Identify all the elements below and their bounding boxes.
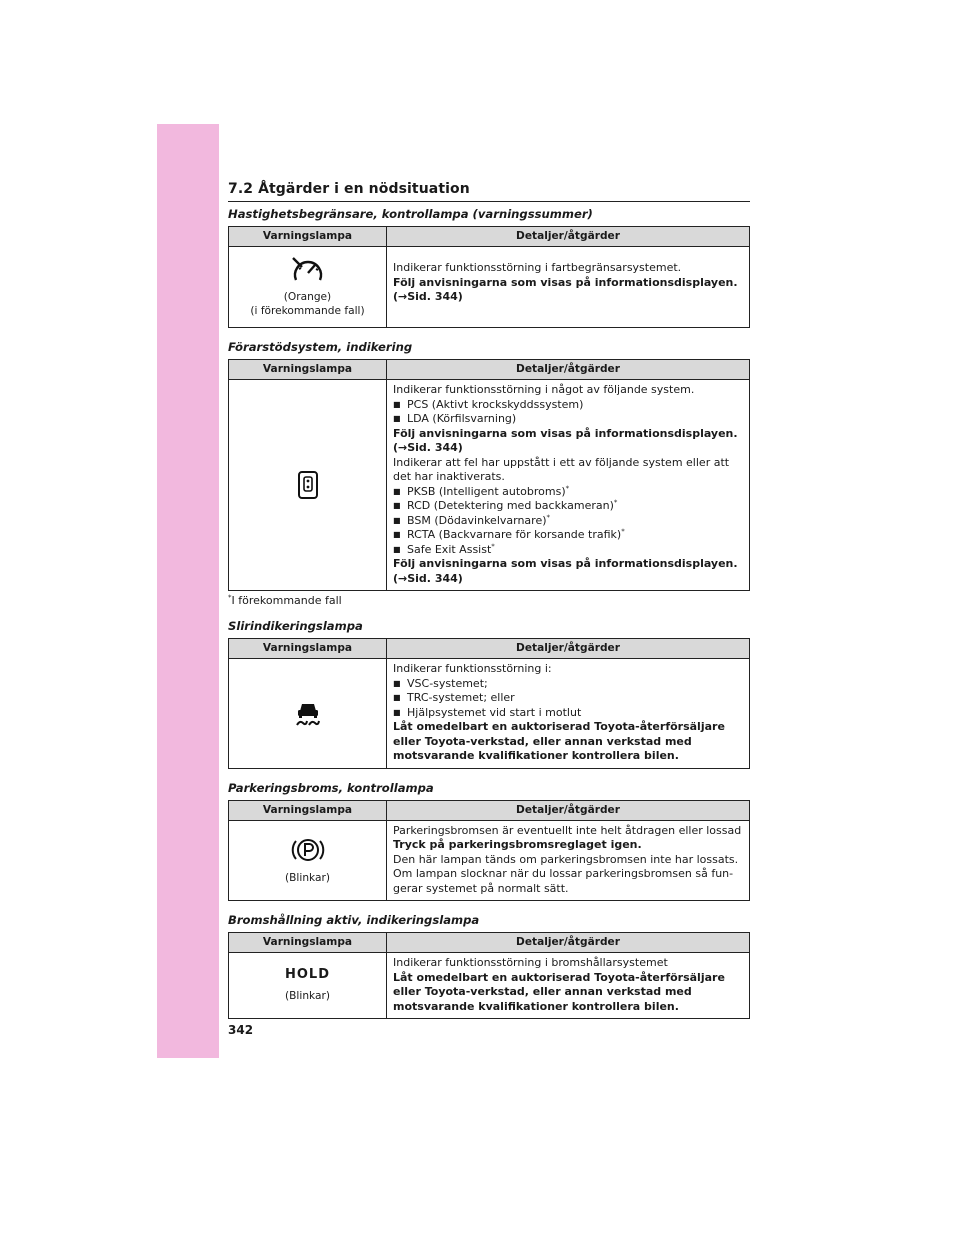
list-item: ■ Hjälpsystemet vid start i motlut — [393, 706, 743, 721]
list-item: ■ PCS (Aktivt krockskyddssystem) — [393, 398, 743, 413]
driver-assist-icon — [297, 470, 319, 500]
list-item: ■ BSM (Dödavinkelvarnare)* — [393, 514, 743, 529]
detail-line: Följ anvisningarna som visas på informationsdisplayen. — [393, 426, 738, 440]
detail-line: Indikerar funktionsstörning i fartbegränsarsystemet. — [393, 261, 682, 274]
lamp-cell — [229, 953, 387, 1019]
section-title: 7.2 Åtgärder i en nödsituation — [228, 181, 470, 197]
column-header-details: Detaljer/åtgärder — [387, 360, 750, 380]
brake-hold-section-title: Bromshållning aktiv, indikeringslampa — [228, 913, 480, 927]
slip-indicator-table — [228, 638, 750, 769]
list-item: ■ RCTA (Backvarnare för korsande trafik)* — [393, 528, 743, 543]
section-header — [228, 178, 750, 202]
list-item: ■ Safe Exit Assist* — [393, 543, 743, 558]
page-reference-link[interactable]: (→Sid. 344) — [393, 441, 463, 454]
parking-brake-table — [228, 800, 750, 902]
page-reference-link[interactable]: (→Sid. 344) — [393, 571, 463, 585]
column-header-lamp: Varningslampa — [229, 360, 387, 380]
detail-line: Följ anvisningarna som visas på informationsdisplayen. — [393, 557, 738, 570]
column-header-details: Detaljer/åtgärder — [387, 800, 750, 820]
column-header-details: Detaljer/åtgärder — [387, 933, 750, 953]
footnote: *I förekommande fall — [228, 593, 342, 607]
chapter-side-tab — [157, 124, 219, 1058]
list-item: ■ RCD (Detektering med backkameran)* — [393, 499, 743, 514]
detail-line: Låt omedelbart en auktoriserad Toyota-återförsäljare eller Toyota-verkstad, eller annan verkstad med motsvarande kvalifikationer kontrollera bilen. — [393, 970, 725, 1013]
detail-line: Tryck på parkeringsbromsreglaget igen. — [393, 838, 642, 851]
brake-hold-table — [228, 932, 750, 1019]
details-cell — [387, 380, 750, 591]
detail-line: Låt omedelbart en auktoriserad Toyota-återförsäljare eller Toyota-verkstad, eller annan verkstad med motsvarande kvalifikationer kontrollera bilen. — [393, 720, 725, 762]
lamp-note-color: (Orange) — [283, 291, 332, 303]
page-number: 342 — [228, 1023, 254, 1037]
driver-assist-section-title: Förarstödsystem, indikering — [228, 340, 413, 354]
list-item: ■ VSC-systemet; — [393, 677, 743, 692]
column-header-details: Detaljer/åtgärder — [387, 227, 750, 247]
lamp-note: (Blinkar) — [285, 872, 330, 885]
column-header-lamp: Varningslampa — [229, 227, 387, 247]
lamp-cell — [229, 380, 387, 591]
column-header-lamp: Varningslampa — [229, 639, 387, 659]
detail-line: Indikerar att fel har uppstått i ett av följande system eller att det har inaktiverats. — [393, 455, 730, 483]
lamp-note: (Blinkar) — [285, 990, 330, 1002]
parking-brake-section-title: Parkeringsbroms, kontrollampa — [228, 780, 434, 795]
details-cell — [387, 820, 750, 901]
column-header-lamp: Varningslampa — [229, 933, 387, 953]
page-reference-link[interactable]: (→Sid. 344) — [393, 290, 463, 303]
parking-brake-icon — [291, 835, 325, 865]
detail-line: Följ anvisningarna som visas på informationsdisplayen. — [393, 275, 738, 289]
driver-assist-table — [228, 359, 750, 591]
detail-line: Indikerar funktionsstörning i bromshållarsystemet — [393, 956, 668, 969]
list-item: ■ LDA (Körfilsvarning) — [393, 412, 743, 427]
details-cell — [387, 953, 750, 1019]
lamp-cell — [229, 659, 387, 769]
hold-indicator-icon: HOLD — [284, 967, 330, 982]
column-header-details: Detaljer/åtgärder — [387, 639, 750, 659]
lamp-cell — [229, 247, 387, 328]
detail-line: Parkeringsbromsen är eventuellt inte helt åtdragen eller lossad — [393, 823, 742, 837]
details-cell — [387, 247, 750, 328]
detail-line: Indikerar funktionsstörning i: — [393, 662, 552, 675]
speedometer-limiter-icon — [291, 256, 325, 286]
lamp-note-availability: (i förekommande fall) — [250, 305, 365, 317]
details-cell — [387, 659, 750, 769]
detail-line: Den här lampan tänds om parkeringsbromsen inte har lossats. Om lampan slocknar när du lossar parkeringsbromsen så fun- gerar systemet på normalt sätt. — [393, 852, 739, 895]
list-item: ■ PKSB (Intelligent autobroms)* — [393, 485, 743, 500]
detail-line: Indikerar funktionsstörning i något av följande system. — [393, 383, 695, 396]
slip-indicator-icon — [293, 698, 323, 728]
column-header-lamp: Varningslampa — [229, 800, 387, 820]
lamp-cell — [229, 820, 387, 901]
slip-indicator-section-title: Slirindikeringslampa — [228, 619, 363, 633]
speed-limiter-section-title: Hastighetsbegränsare, kontrollampa (varningssummer) — [228, 207, 593, 221]
list-item: ■ TRC-systemet; eller — [393, 691, 743, 706]
page-content — [228, 207, 750, 1019]
speed-limiter-table — [228, 226, 750, 328]
